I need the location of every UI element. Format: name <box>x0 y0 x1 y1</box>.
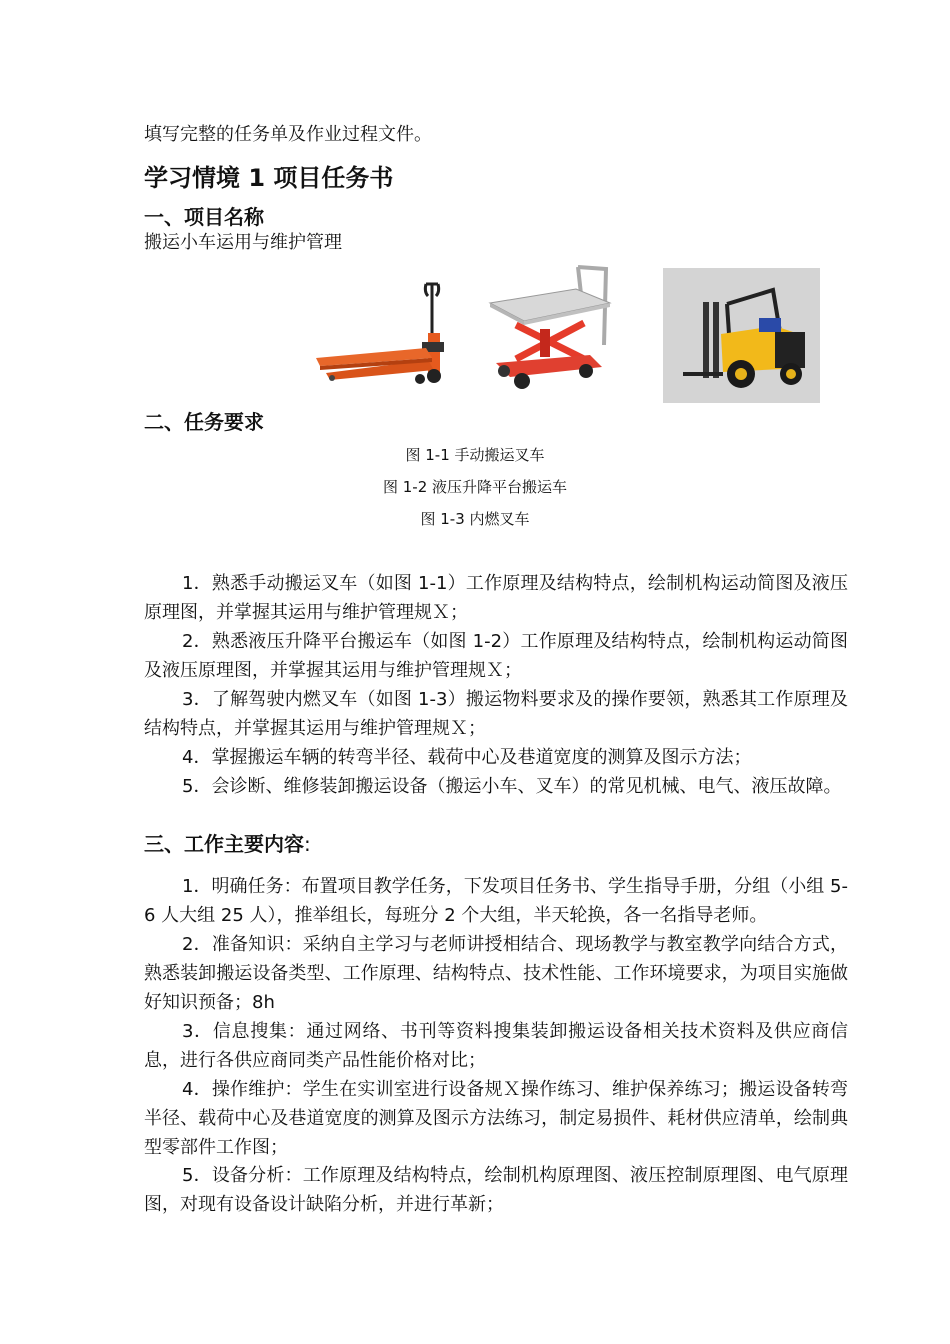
project-name: 搬运小车运用与维护管理 <box>144 232 342 253</box>
section3-heading-text: 三、工作主要内容 <box>144 832 304 856</box>
section2-heading: 二、任务要求 <box>144 410 264 434</box>
requirement-item-2: 2．熟悉液压升降平台搬运车（如图 1-2）工作原理及结构特点，绘制机构运动简图及液压原理图，并掌握其运用与维护管理规Ｘ； <box>144 631 848 681</box>
content-item-5: 5．设备分析：工作原理及结构特点，绘制机构原理图、液压控制原理图、电气原理图，对现有设备设计缺陷分析，并进行革新； <box>144 1165 848 1215</box>
section1-heading: 一、项目名称 <box>144 205 264 229</box>
section3-heading-colon: : <box>304 832 311 856</box>
content-item-1: 1．明确任务：布置项目教学任务，下发项目任务书、学生指导手册，分组（小组 5-6 人大组 25 人），推举组长，每班分 2 个大组，半天轮换，各一名指导老师。 <box>144 876 848 926</box>
figure-caption-2: 图 1-2 液压升降平台搬运车 <box>382 478 568 496</box>
section3-heading <box>144 828 311 857</box>
intro-line: 填写完整的任务单及作业过程文件。 <box>144 124 432 145</box>
figure-caption-3: 图 1-3 内燃叉车 <box>420 510 530 528</box>
requirement-item-1: 1．熟悉手动搬运叉车（如图 1-1）工作原理及结构特点，绘制机构运动简图及液压原理图，并掌握其运用与维护管理规Ｘ； <box>144 573 848 623</box>
forklift-image <box>663 268 820 403</box>
hydraulic-lift-table-cart-image <box>486 263 616 393</box>
figure-caption-1: 图 1-1 手动搬运叉车 <box>405 446 545 464</box>
content-item-2: 2．准备知识：采纳自主学习与老师讲授相结合、现场教学与教室教学向结合方式，熟悉装卸搬运设备类型、工作原理、结构特点、技术性能、工作环境要求，为项目实施做好知识预备；8h <box>144 934 848 1013</box>
page-title: 学习情境 1 项目任务书 <box>144 164 394 192</box>
requirement-item-3: 3．了解驾驶内燃叉车（如图 1-3）搬运物料要求及的操作要领，熟悉其工作原理及结构特点，并掌握其运用与维护管理规Ｘ； <box>144 689 848 739</box>
hand-pallet-truck-image <box>316 278 456 390</box>
content-item-3: 3．信息搜集：通过网络、书刊等资料搜集装卸搬运设备相关技术资料及供应商信息，进行各供应商同类产品性能价格对比； <box>144 1021 848 1071</box>
requirement-item-5: 5．会诊断、维修装卸搬运设备（搬运小车、叉车）的常见机械、电气、液压故障。 <box>182 776 842 797</box>
content-item-4: 4．操作维护：学生在实训室进行设备规Ｘ操作练习、维护保养练习；搬运设备转弯半径、载荷中心及巷道宽度的测算及图示方法练习，制定易损件、耗材供应清单，绘制典型零部件工作图； <box>144 1079 848 1158</box>
requirement-item-4: 4．掌握搬运车辆的转弯半径、载荷中心及巷道宽度的测算及图示方法； <box>182 747 752 768</box>
